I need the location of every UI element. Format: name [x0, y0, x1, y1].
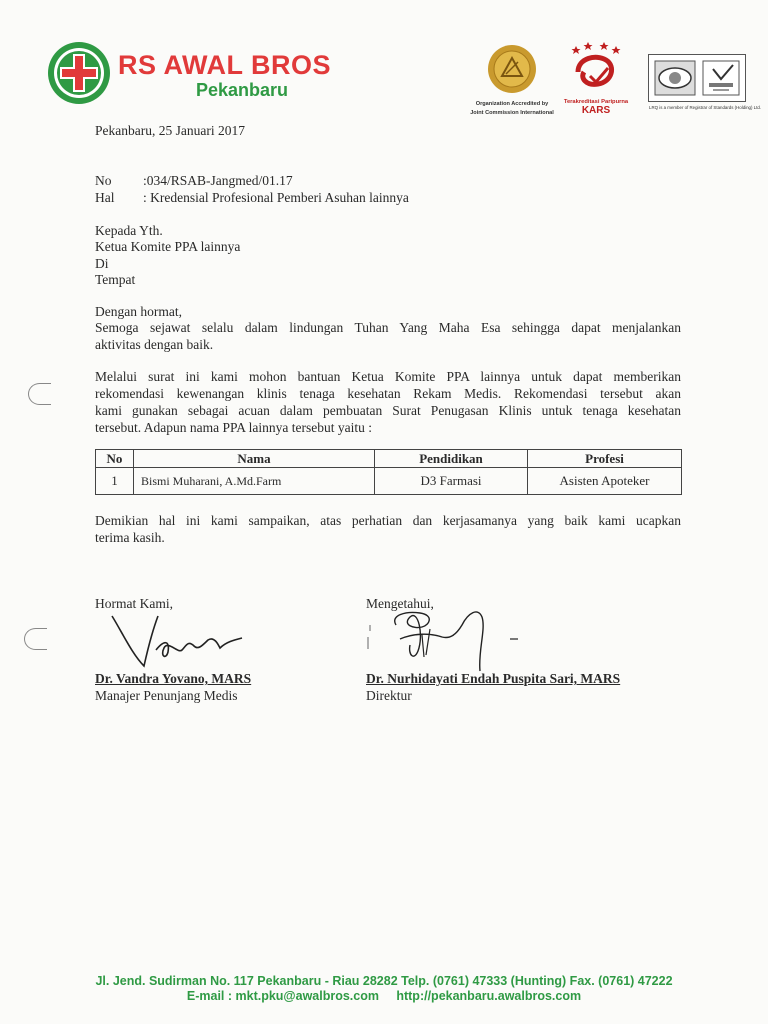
- paragraph-line: kami gunakan sebagai acuan dalam pembuatan Surat Penugasan Klinis untuk tenaga kesehatan: [95, 403, 681, 418]
- paragraph-line: rekomendasi kewenangan klinis tenaga kesehatan Rekam Medis. Rekomendasi tersebut akan: [95, 386, 681, 401]
- jci-seal-icon: [486, 44, 538, 94]
- iso-certification: [648, 54, 762, 110]
- letter-subject: : Kredensial Profesional Pemberi Asuhan lainnya: [143, 190, 409, 205]
- right-signatory-name: Dr. Nurhidayati Endah Puspita Sari, MARS: [366, 671, 621, 686]
- recipient-line: Kepada Yth.: [95, 223, 163, 238]
- kars-caption-2: KARS: [581, 105, 611, 116]
- paragraph-closing: [95, 512, 681, 546]
- salutation: Dengan hormat,: [95, 304, 182, 319]
- right-signature-icon: [360, 595, 530, 675]
- column-header: Profesi: [528, 450, 682, 468]
- column-header: Nama: [134, 450, 375, 468]
- footer-contact: E-mail : mkt.pku@awalbros.com http://pekanbaru.awalbros.com: [186, 989, 582, 1003]
- left-greeting: Hormat Kami,: [95, 596, 173, 611]
- paragraph-line: aktivitas dengan baik.: [95, 337, 214, 352]
- table-row: [96, 468, 682, 495]
- kars-icon: [568, 40, 624, 94]
- left-signature-icon: [108, 610, 248, 672]
- table-cell: Bismi Muharani, A.Md.Farm: [134, 468, 375, 495]
- right-greeting: Mengetahui,: [366, 596, 434, 611]
- column-header: No: [96, 450, 134, 468]
- right-signatory-title: Direktur: [366, 688, 412, 703]
- paragraph-request: [95, 368, 681, 436]
- place-date: Pekanbaru, 25 Januari 2017: [95, 123, 245, 138]
- left-signatory-title: Manajer Penunjang Medis: [95, 688, 238, 703]
- table-header-row: [96, 450, 682, 468]
- table-cell: Asisten Apoteker: [528, 468, 682, 495]
- kars-accreditation: [562, 40, 630, 116]
- kars-caption-1: Terakreditasi Paripurna: [563, 99, 629, 105]
- punch-hole-icon: [24, 628, 47, 650]
- jci-accreditation: [470, 44, 554, 116]
- table-cell: 1: [96, 468, 134, 495]
- left-signatory-name: Dr. Vandra Yovano, MARS: [95, 671, 252, 686]
- footer-address: Jl. Jend. Sudirman No. 117 Pekanbaru - Riau 28282 Telp. (0761) 47333 (Hunting) Fax. (0761) 47222: [95, 974, 673, 988]
- column-header: Pendidikan: [375, 450, 528, 468]
- staff-table: [95, 449, 682, 495]
- iso-certification-icon: [649, 55, 745, 101]
- punch-hole-icon: [28, 383, 51, 405]
- paragraph-line: Melalui surat ini kami mohon bantuan Ketua Komite PPA lainnya untuk dapat memberikan: [95, 369, 681, 384]
- paragraph-line: terima kasih.: [95, 530, 165, 545]
- jci-caption-1: Organization Accredited by: [475, 101, 549, 107]
- paragraph-greeting: [95, 319, 681, 353]
- recipient-line: Tempat: [95, 272, 136, 287]
- table-cell: D3 Farmasi: [375, 468, 528, 495]
- recipient-line: Ketua Komite PPA lainnya: [95, 239, 241, 254]
- hospital-logo-icon: [46, 40, 112, 106]
- paragraph-line: tersebut. Adapun nama PPA lainnya tersebut yaitu :: [95, 420, 372, 435]
- hospital-name: RS AWAL BROS: [118, 50, 332, 80]
- iso-caption: LRQ is a member of Registrar of Standards (Holding) Ltd.: [649, 105, 762, 110]
- recipient-line: Di: [95, 256, 109, 271]
- hospital-city: Pekanbaru: [196, 80, 289, 100]
- subject-label: Hal: [95, 190, 115, 205]
- paragraph-line: Semoga sejawat selalu dalam lindungan Tuhan Yang Maha Esa sehingga dapat menjalankan: [95, 320, 681, 335]
- jci-caption-2: Joint Commission International: [470, 109, 554, 116]
- paragraph-line: Demikian hal ini kami sampaikan, atas perhatian dan kerjasamanya yang baik kami ucapkan: [95, 513, 681, 528]
- number-label: No: [95, 173, 112, 188]
- letter-number: :034/RSAB-Jangmed/01.17: [143, 173, 293, 188]
